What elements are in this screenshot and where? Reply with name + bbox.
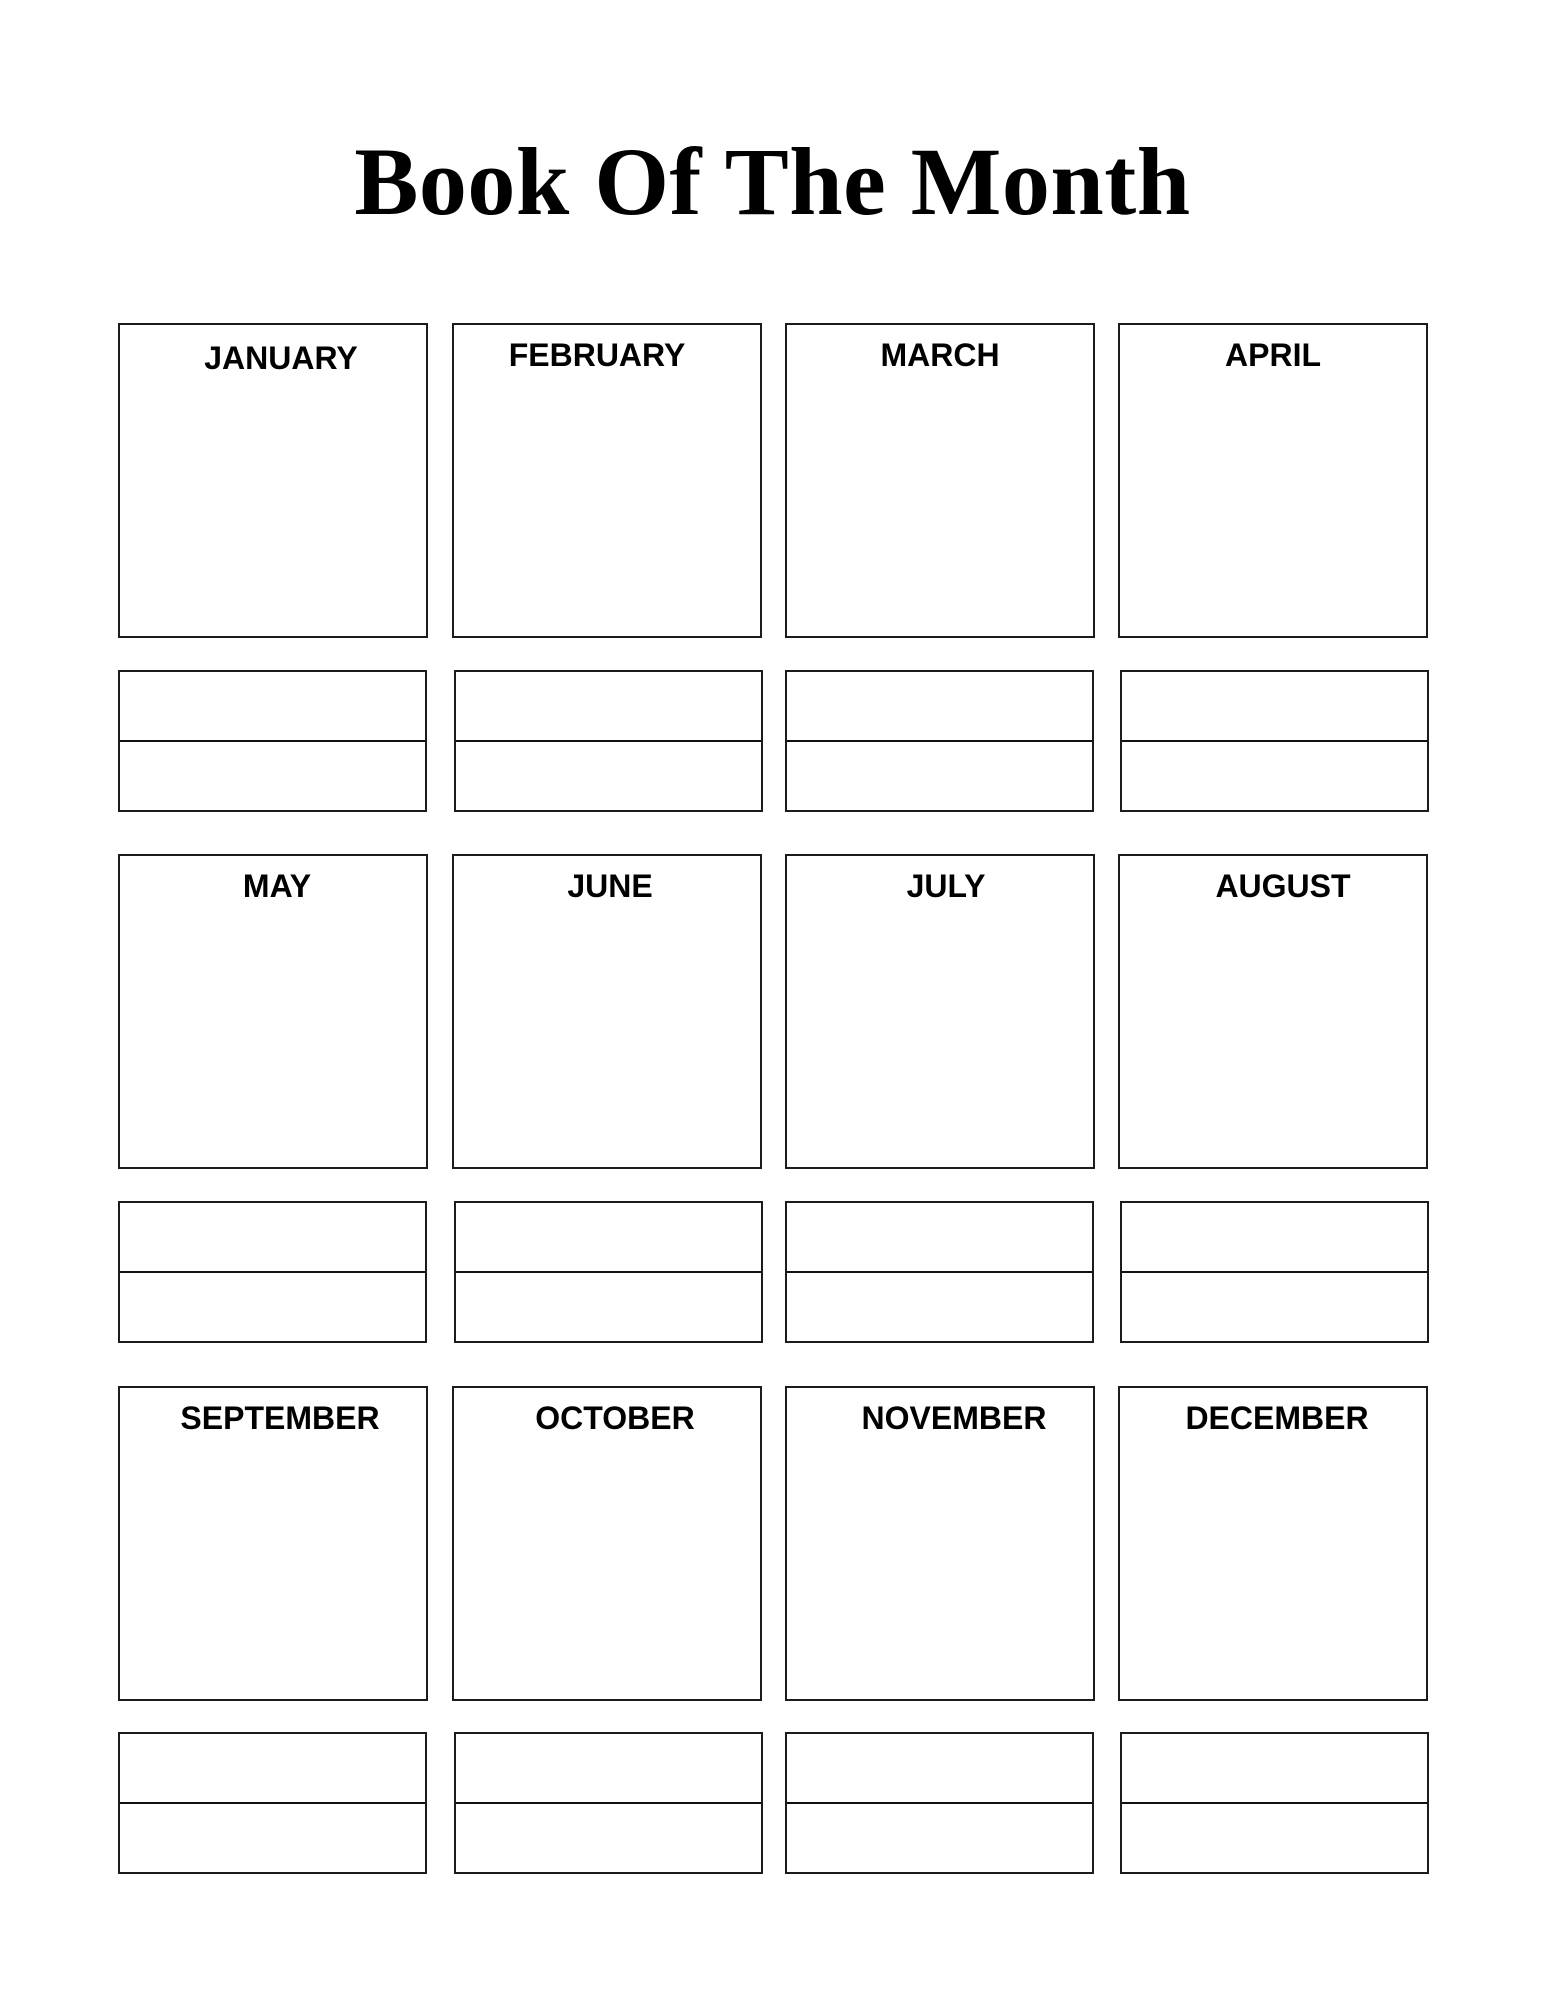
month-label: AUGUST [1215, 868, 1351, 904]
month-label: APRIL [1225, 337, 1321, 373]
month-label: DECEMBER [1185, 1400, 1369, 1436]
notes-box-june [454, 1201, 763, 1343]
note-field[interactable] [1122, 1804, 1427, 1872]
month-label: FEBRUARY [508, 337, 686, 373]
note-field[interactable] [456, 1203, 761, 1273]
month-box-july[interactable] [785, 854, 1095, 1169]
note-field[interactable] [120, 742, 425, 810]
note-field[interactable] [1122, 1734, 1427, 1804]
notes-box-may [118, 1201, 427, 1343]
notes-box-august [1120, 1201, 1429, 1343]
month-box-april[interactable] [1118, 323, 1428, 638]
note-field[interactable] [120, 672, 425, 742]
notes-box-february [454, 670, 763, 812]
note-field[interactable] [120, 1804, 425, 1872]
month-box-january[interactable] [118, 323, 428, 638]
note-field[interactable] [456, 1273, 761, 1341]
month-label: OCTOBER [535, 1400, 695, 1436]
month-box-may[interactable] [118, 854, 428, 1169]
note-field[interactable] [456, 1804, 761, 1872]
notes-box-march [785, 670, 1094, 812]
month-label: MAY [242, 868, 312, 904]
notes-box-september [118, 1732, 427, 1874]
month-label: JUNE [567, 868, 653, 904]
notes-box-april [1120, 670, 1429, 812]
notes-box-october [454, 1732, 763, 1874]
note-field[interactable] [1122, 1203, 1427, 1273]
notes-box-july [785, 1201, 1094, 1343]
note-field[interactable] [1122, 672, 1427, 742]
month-label: SEPTEMBER [180, 1400, 380, 1436]
month-box-december[interactable] [1118, 1386, 1428, 1701]
note-field[interactable] [787, 742, 1092, 810]
notes-box-december [1120, 1732, 1429, 1874]
note-field[interactable] [120, 1734, 425, 1804]
month-label: JANUARY [204, 340, 358, 376]
note-field[interactable] [120, 1273, 425, 1341]
month-box-june[interactable] [452, 854, 762, 1169]
note-field[interactable] [1122, 1273, 1427, 1341]
month-box-october[interactable] [452, 1386, 762, 1701]
note-field[interactable] [456, 742, 761, 810]
month-box-february[interactable] [452, 323, 762, 638]
note-field[interactable] [456, 672, 761, 742]
month-box-september[interactable] [118, 1386, 428, 1701]
note-field[interactable] [456, 1734, 761, 1804]
note-field[interactable] [787, 672, 1092, 742]
month-box-november[interactable] [785, 1386, 1095, 1701]
note-field[interactable] [787, 1273, 1092, 1341]
note-field[interactable] [1122, 742, 1427, 810]
page-title: Book Of The Month [354, 128, 1191, 235]
note-field[interactable] [787, 1804, 1092, 1872]
notes-box-november [785, 1732, 1094, 1874]
note-field[interactable] [787, 1203, 1092, 1273]
note-field[interactable] [120, 1203, 425, 1273]
month-label: NOVEMBER [861, 1400, 1047, 1436]
note-field[interactable] [787, 1734, 1092, 1804]
month-box-march[interactable] [785, 323, 1095, 638]
month-box-august[interactable] [1118, 854, 1428, 1169]
month-label: MARCH [880, 337, 1000, 373]
notes-box-january [118, 670, 427, 812]
month-label: JULY [906, 868, 986, 904]
